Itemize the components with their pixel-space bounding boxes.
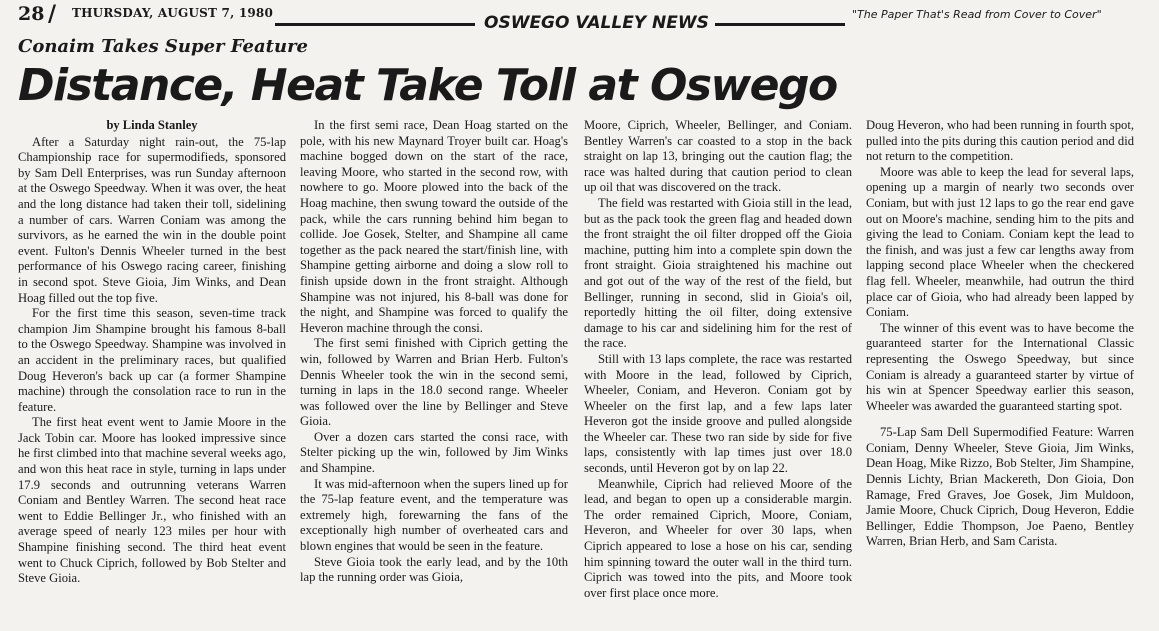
paragraph-continued: Moore, Ciprich, Wheeler, Bellinger, and Coniam. Bentley Warren's car coasted to a stop in the back straight on lap 13, bringing out the caution flag; the race was halted during that caution period to clean up oil that was discovered on the track. bbox=[584, 118, 852, 195]
byline: by Linda Stanley bbox=[106, 118, 198, 132]
dateline: THURSDAY, AUGUST 7, 1980 bbox=[72, 6, 274, 20]
masthead-rule-right bbox=[700, 23, 845, 26]
paragraph: In the first semi race, Dean Hoag started on the pole, with his new Maynard Troyer built car. Hoag's machine bogged down on the start of the race, leaving Moore, who started in the second row, with nowhere to go. Moore plowed into the back of the Hoag machine, then swung toward the outside of the pack, while the cars running behind him began to collide. Joe Gosek, Stelter, and Shampine all came together as the pack neared the start/finish line, with Shampine getting airborne and doing a slow roll to finish upside down in the front straight. Although Shampine was not injured, his 8-ball was done for the night, and Shampine was forced to qualify the Heveron machine through the consi. bbox=[300, 118, 568, 335]
paragraph: The first semi finished with Ciprich getting the win, followed by Warren and Brian Herb. Fulton's Dennis Wheeler took the win in the second semi, turning in laps in the 18.0 second range. Wheeler was followed over the line by Bellinger and Steve Gioia. bbox=[300, 336, 568, 429]
masthead bbox=[0, 0, 1159, 34]
paragraph: Steve Gioia took the early lead, and by the 10th lap the running order was Gioia, bbox=[300, 554, 568, 585]
separator-slash: / bbox=[48, 1, 57, 27]
paragraph: The first heat event went to Jamie Moore in the Jack Tobin car. Moore has looked impressive since he first climbed into that machine several weeks ago, and won this heat race in style, turning in laps under 17.9 seconds and outrunning veterans Warren Coniam and Bentley Warren. The second heat race went to Eddie Bellinger Jr., who finished with an average speed of nearly 123 miles per hour with Shampine finishing second. The third heat event went to Chuck Ciprich, followed by Bob Stelter and Steve Gioia. bbox=[18, 415, 286, 586]
race-results: 75-Lap Sam Dell Supermodified Feature: Warren Coniam, Denny Wheeler, Steve Gioia, Jim Winks, Dean Hoag, Mike Rizzo, Bob Stelter, Jim Shampine, Dennis Lichty, Brian Mackereth, Don Gioia, Don Ramage, Fred Graves, Joe Gosek, Jim Muldoon, Jamie Moore, Chuck Ciprich, Doug Heveron, Eddie Bellinger, Eddie Thompson, Joe Paeno, Bentley Warren, Brian Herb, and Sam Carista. bbox=[866, 425, 1134, 549]
masthead-rule-left bbox=[275, 23, 475, 26]
paragraph: For the first time this season, seven-time track champion Jim Shampine brought his famous 8-ball to the Oswego Speedway. Shampine was involved in an accident in the preliminary races, but qualified Doug Heveron's back up car (a former Shampine machine) through the consolation race to run in the feature. bbox=[18, 306, 286, 414]
article-column-3 bbox=[584, 118, 852, 626]
paper-motto: "The Paper That's Read from Cover to Cover" bbox=[852, 8, 1102, 21]
page-number: 28 bbox=[18, 3, 45, 25]
paragraph-continued: Doug Heveron, who had been running in fourth spot, pulled into the pits during this caution period and did not return to the competition. bbox=[866, 118, 1134, 164]
article-column-4 bbox=[866, 118, 1134, 626]
paragraph: The field was restarted with Gioia still in the lead, but as the pack took the green flag and headed down the front straight the oil filter dropped off the Gioia machine, putting him into a complete spin down the front straight. Gioia straightened his machine out and got out of the way of the rest of the field, but Bellinger, running in second, slid in Gioia's oil, reportedly hitting the oil filter, doing extensive damage to his car and sidelining him for the rest of the race. bbox=[584, 195, 852, 351]
article-headline: Distance, Heat Take Toll at Oswego bbox=[18, 60, 837, 111]
article-kicker: Conaim Takes Super Feature bbox=[18, 36, 309, 57]
paragraph: It was mid-afternoon when the supers lined up for the 75-lap feature event, and the temperature was extremely high, forewarning the fans of the exceptionally high number of overheated cars and blown engines that would be seen in the feature. bbox=[300, 476, 568, 554]
paragraph: After a Saturday night rain-out, the 75-lap Championship race for supermodifieds, sponsored by Sam Dell Enterprises, was run Sunday afternoon at the Oswego Speedway. When it was over, the heat and the long distance had taken their toll, sidelining a number of cars. Warren Coniam was among the survivors, as he earned the win in the double point event. Fulton's Dennis Wheeler turned in the best performance of his Oswego racing career, finishing in second spot. Steve Gioia, Jim Winks, and Dean Hoag filled out the top five. bbox=[18, 134, 286, 305]
paragraph: The winner of this event was to have become the guaranteed starter for the International Classic representing the Oswego Speedway, but since Coniam is already a guaranteed starter by virtue of his win at Spencer Speedway earlier this season, Wheeler was awarded the guaranteed starting spot. bbox=[866, 320, 1134, 413]
paragraph: Meanwhile, Ciprich had relieved Moore of the lead, and began to open up a considerable margin. The order remained Ciprich, Moore, Coniam, Heveron, and Wheeler for over 30 laps, when Ciprich appeared to lose a hose on his car, sending him spinning toward the outer wall in the third turn. Ciprich was towed into the pits, and Moore took over first place once more. bbox=[584, 476, 852, 600]
article-column-2 bbox=[300, 118, 568, 626]
article-column-1 bbox=[18, 118, 286, 626]
paragraph: Over a dozen cars started the consi race, with Stelter picking up the win, followed by Jim Winks and Shampine. bbox=[300, 429, 568, 476]
spacer bbox=[866, 414, 1134, 425]
paragraph: Still with 13 laps complete, the race was restarted with Moore in the lead, followed by Ciprich, Wheeler, Coniam, and Heveron. Coniam got by Wheeler on the first lap, and a few laps later Heveron got the inside groove and pulled alongside the Wheeler car. These two ran side by side for five laps, consistently with lap times just over 18.0 seconds, until Heveron got by on lap 22. bbox=[584, 351, 852, 476]
paragraph: Moore was able to keep the lead for several laps, opening up a margin of nearly two seconds over Coniam, but with just 12 laps to go the rear end gave out on Moore's machine, sending him to the pits and giving the lead to Coniam. Coniam kept the lead to the finish, and was just a few car lengths away from lapping second place Wheeler when the checkered flag fell. Wheeler, meanwhile, had outrun the third place car of Gioia, who had already been lapped by Coniam. bbox=[866, 164, 1134, 320]
paper-name: OSWEGO VALLEY NEWS bbox=[478, 13, 715, 33]
